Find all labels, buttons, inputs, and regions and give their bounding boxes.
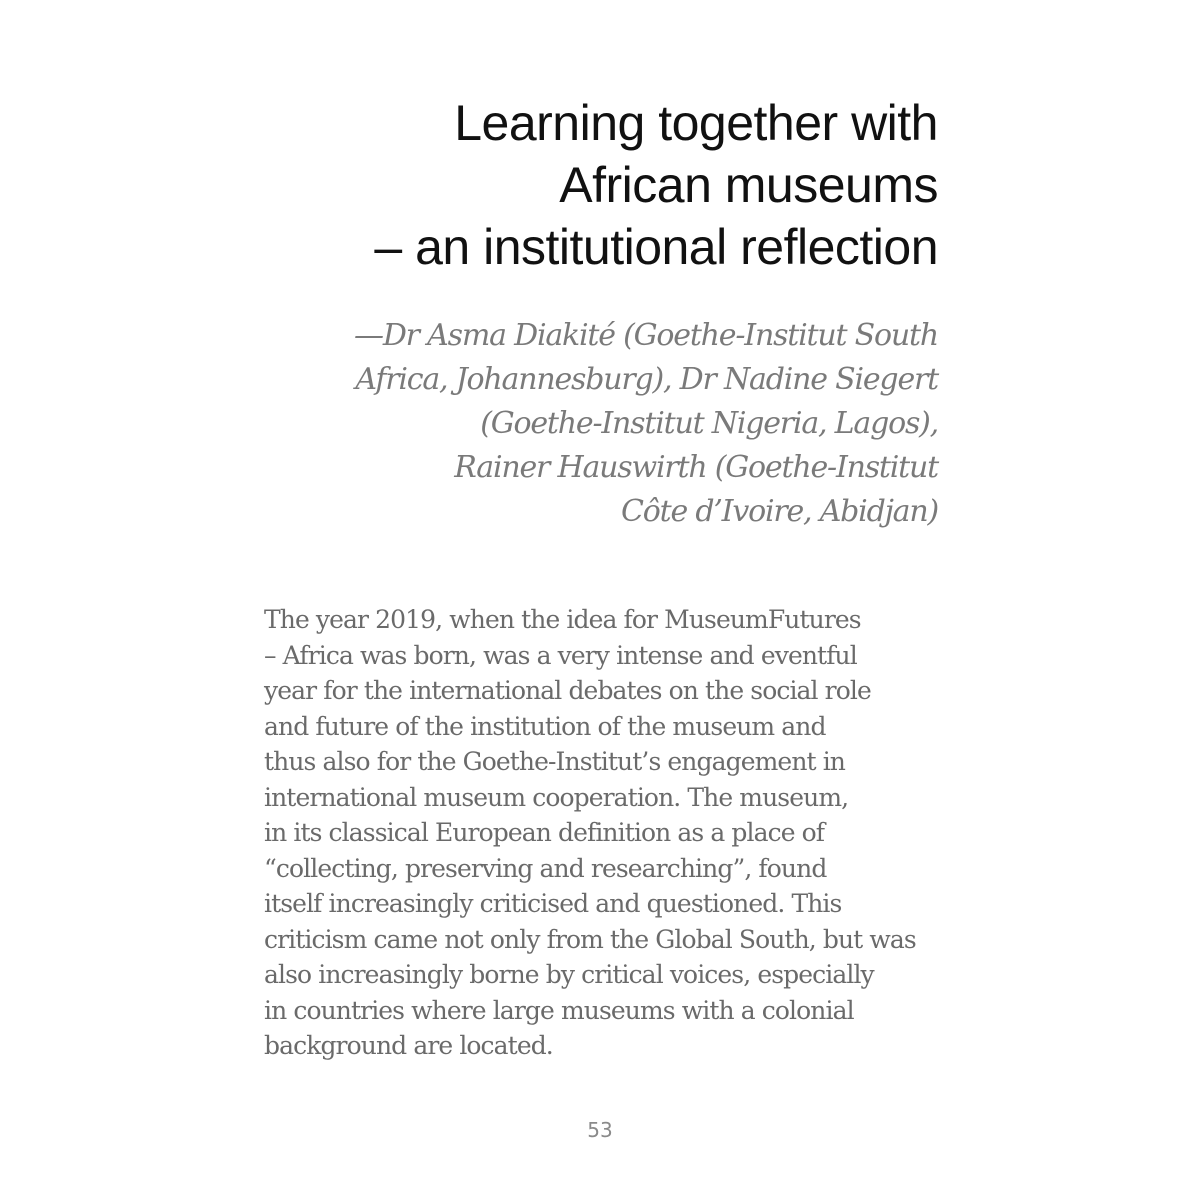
paragraph-line: itself increasingly criticised and questioned. This: [264, 889, 842, 918]
byline-line: —Dr Asma Diakité (Goethe-Institut South: [354, 318, 938, 353]
paragraph-line: and future of the institution of the museum and: [264, 711, 826, 741]
paragraph-line: in countries where large museums with a colonial: [264, 995, 854, 1025]
paragraph-line: The year 2019, when the idea for MuseumFutures: [264, 605, 861, 634]
title-line: African museums: [559, 157, 938, 213]
byline-line: Côte d’Ivoire, Abidjan): [620, 494, 938, 529]
page-number: 53: [587, 1118, 613, 1142]
byline-line: (Goethe-Institut Nigeria, Lagos),: [480, 406, 938, 441]
author-byline: [262, 314, 938, 534]
article-title: [262, 92, 938, 278]
paragraph-line: international museum cooperation. The museum,: [264, 782, 849, 812]
paragraph-line: background are located.: [264, 1031, 553, 1060]
paragraph-line: criticism came not only from the Global South, but was: [264, 924, 916, 954]
body-paragraph: [264, 602, 944, 1064]
paragraph-line: thus also for the Goethe-Institut’s engagement in: [264, 747, 846, 776]
paragraph-line: “collecting, preserving and researching”, found: [264, 853, 827, 883]
paragraph-line: year for the international debates on the social role: [264, 676, 871, 705]
title-line: – an institutional reflection: [374, 219, 938, 275]
paragraph-line: also increasingly borne by critical voices, especially: [264, 960, 874, 989]
byline-line: Africa, Johannesburg), Dr Nadine Siegert: [355, 362, 938, 397]
paragraph-line: in its classical European definition as a place of: [264, 818, 825, 847]
paragraph-line: – Africa was born, was a very intense and eventful: [264, 640, 857, 670]
byline-line: Rainer Hauswirth (Goethe-Institut: [454, 450, 938, 485]
title-line: Learning together with: [454, 95, 938, 151]
